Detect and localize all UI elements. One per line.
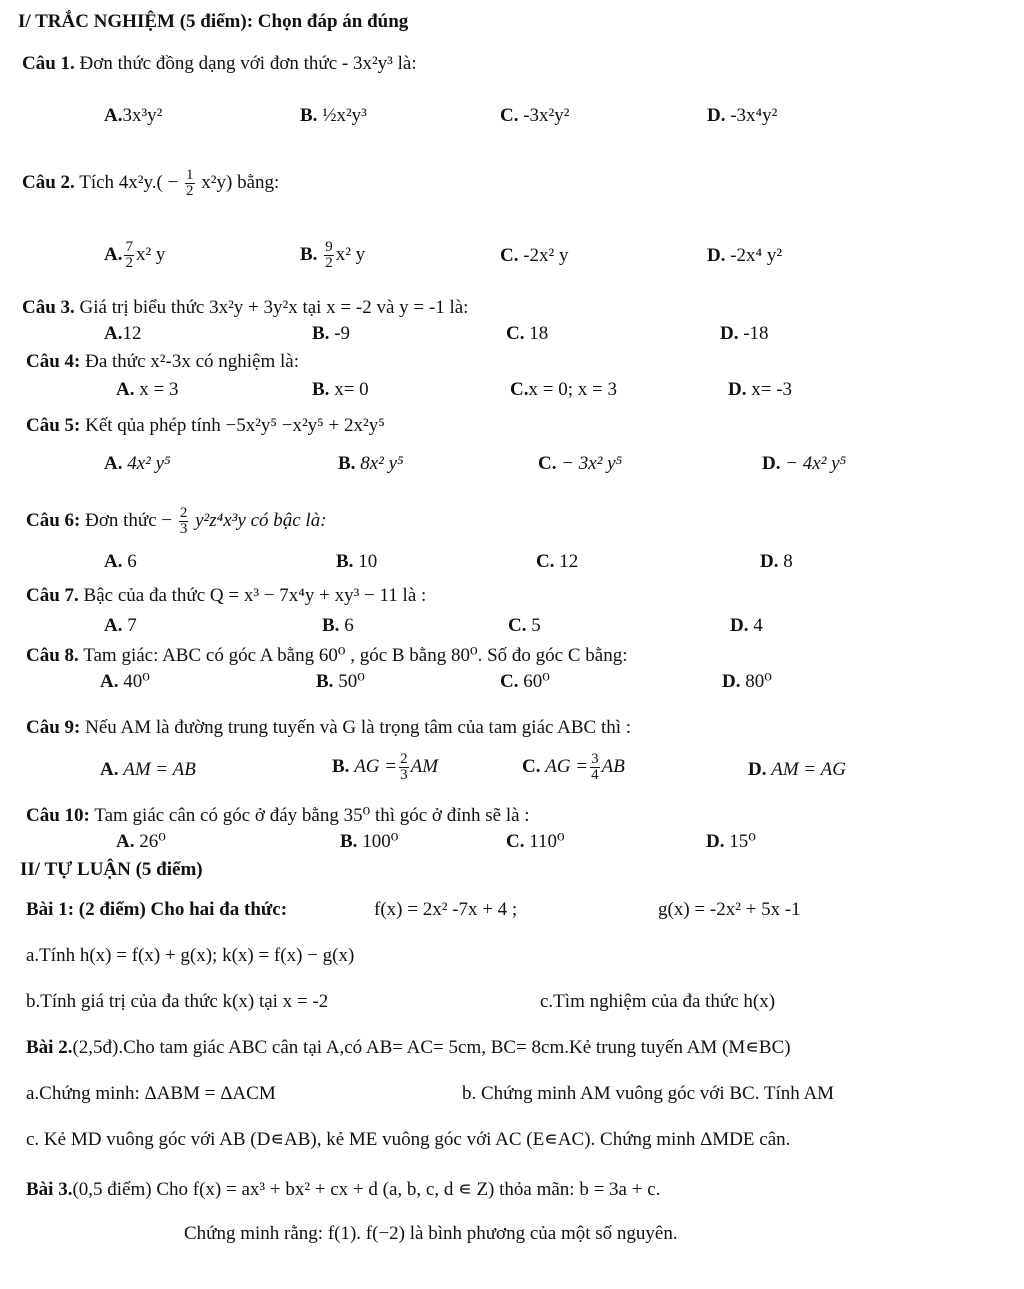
question-text: Tam giác: ABC có góc A bằng 60⁰ , góc B bằng 80⁰. Số đo góc C bằng: xyxy=(83,645,628,666)
q8-option-b[interactable] xyxy=(316,670,365,694)
bai3-line2: Chứng minh rằng: f(1). f(−2) là bình phương của một số nguyên. xyxy=(184,1223,678,1244)
option-text: -2x² y xyxy=(523,245,569,266)
option-text: -3x⁴y² xyxy=(730,105,778,126)
question-label: Câu 5: xyxy=(26,415,81,436)
bai1-b: b.Tính giá trị của đa thức k(x) tại x = -2 xyxy=(26,991,329,1012)
option-text-pre: AG = xyxy=(545,755,589,777)
q9-option-b[interactable] xyxy=(332,752,438,783)
question-2 xyxy=(22,168,279,199)
q2-option-a[interactable] xyxy=(104,240,165,271)
option-text: 80⁰ xyxy=(745,671,772,692)
q1-option-d[interactable] xyxy=(707,104,777,128)
option-text: x= 0 xyxy=(334,379,369,400)
q9-option-a[interactable] xyxy=(100,758,196,782)
option-label: C. xyxy=(538,453,557,474)
fraction: $\frac{2}{3}$ xyxy=(400,751,408,783)
q5-option-b[interactable] xyxy=(338,452,404,476)
q3-option-a[interactable] xyxy=(104,322,141,346)
option-text: 4 xyxy=(753,615,763,636)
option-label: B. xyxy=(300,105,318,126)
option-label: C. xyxy=(500,105,519,126)
option-text: 15⁰ xyxy=(729,831,756,852)
option-text: -2x⁴ y² xyxy=(730,245,783,266)
option-text: AB xyxy=(601,755,625,777)
q7-option-b[interactable] xyxy=(322,614,354,638)
q2-option-b[interactable] xyxy=(300,240,365,271)
q1-option-a[interactable] xyxy=(104,104,162,128)
bai1-heading: Bài 1: (2 điểm) Cho hai đa thức: xyxy=(26,899,288,920)
option-label: B. xyxy=(332,755,350,777)
question-label: Câu 4: xyxy=(26,351,81,372)
question-4 xyxy=(26,350,299,374)
option-text: 60⁰ xyxy=(523,671,550,692)
fraction: $\frac{1}{2}$ xyxy=(186,167,194,199)
q6-option-b[interactable] xyxy=(336,550,377,574)
option-label: D. xyxy=(762,453,781,474)
q3-option-d[interactable] xyxy=(720,322,769,346)
question-7 xyxy=(26,584,426,608)
option-text: AM = AG xyxy=(771,759,846,780)
bai1-a: a.Tính h(x) = f(x) + g(x); k(x) = f(x) − g(x) xyxy=(26,945,355,966)
question-10 xyxy=(26,804,530,828)
option-text: 7 xyxy=(127,615,137,636)
option-label: D. xyxy=(760,551,779,572)
option-text: 4x² y⁵ xyxy=(127,453,171,474)
option-text: -3x²y² xyxy=(523,105,570,126)
option-text: -18 xyxy=(743,323,769,344)
question-text-post: x²y) bằng: xyxy=(201,171,280,193)
option-text: − 3x² y⁵ xyxy=(561,453,623,474)
option-text: 6 xyxy=(127,551,137,572)
option-text: 18 xyxy=(529,323,549,344)
question-text: Giá trị biểu thức 3x²y + 3y²x tại x = -2 và y = -1 là: xyxy=(79,297,469,318)
option-text: − 4x² y⁵ xyxy=(785,453,847,474)
q8-option-c[interactable] xyxy=(500,670,550,694)
question-text: Bậc của đa thức Q = x³ − 7x⁴y + xy³ − 11 là : xyxy=(83,585,427,606)
question-9 xyxy=(26,716,631,740)
option-label: D. xyxy=(722,671,741,692)
option-label: A. xyxy=(104,243,123,265)
question-text-pre: Tích 4x²y.( − xyxy=(79,171,179,193)
q8-option-a[interactable] xyxy=(100,670,150,694)
option-text: 50⁰ xyxy=(338,671,365,692)
option-label: A. xyxy=(100,671,119,692)
bai3-text: (0,5 điểm) Cho f(x) = ax³ + bx² + cx + d (a, b, c, d ∊ Z) thỏa mãn: b = 3a + c. xyxy=(72,1179,661,1200)
q10-option-a[interactable] xyxy=(116,830,166,854)
fraction: $\frac{7}{2}$ xyxy=(125,239,133,271)
option-text: 10 xyxy=(358,551,378,572)
option-label: C. xyxy=(506,323,525,344)
q6-option-a[interactable] xyxy=(104,550,137,574)
question-text: Kết qủa phép tính −5x²y⁵ −x²y⁵ + 2x²y⁵ xyxy=(85,415,385,436)
option-text: 40⁰ xyxy=(123,671,150,692)
q3-option-c[interactable] xyxy=(506,322,548,346)
option-text: 3x³y² xyxy=(122,105,163,126)
option-text: 5 xyxy=(531,615,541,636)
option-label: B. xyxy=(336,551,354,572)
fraction: $\frac{9}{2}$ xyxy=(325,239,333,271)
q2-option-c[interactable] xyxy=(500,244,569,268)
option-label: D. xyxy=(720,323,739,344)
question-label: Câu 6: xyxy=(26,509,81,531)
option-label: A. xyxy=(104,615,123,636)
section1-title: I/ TRẮC NGHIỆM (5 điểm): Chọn đáp án đúng xyxy=(18,11,409,32)
option-label: B. xyxy=(316,671,334,692)
option-label: A. xyxy=(104,551,123,572)
question-text-post: y²z⁴x³y có bậc là: xyxy=(195,509,327,531)
bai2-statement xyxy=(26,1036,791,1060)
question-text: Nếu AM là đường trung tuyến và G là trọng tâm của tam giác ABC thì : xyxy=(85,717,632,738)
question-5 xyxy=(26,414,385,438)
q4-option-d[interactable] xyxy=(728,378,792,402)
option-label: D. xyxy=(707,245,726,266)
q1-option-b[interactable] xyxy=(300,104,367,128)
option-label: C. xyxy=(522,755,541,777)
option-label: B. xyxy=(322,615,340,636)
option-text: ½x²y³ xyxy=(322,105,367,126)
bai3-heading: Bài 3. xyxy=(26,1179,73,1200)
q7-option-c[interactable] xyxy=(508,614,541,638)
option-text: 8x² y⁵ xyxy=(360,453,404,474)
q5-option-a[interactable] xyxy=(104,452,171,476)
option-text: 12 xyxy=(559,551,579,572)
q6-option-c[interactable] xyxy=(536,550,578,574)
option-text: 100⁰ xyxy=(362,831,399,852)
q7-option-a[interactable] xyxy=(104,614,137,638)
q4-option-a[interactable] xyxy=(116,378,178,402)
question-text: Tam giác cân có góc ở đáy bằng 35⁰ thì góc ở đỉnh sẽ là : xyxy=(94,805,530,826)
option-text: 12 xyxy=(122,323,142,344)
q9-option-c[interactable] xyxy=(522,752,625,783)
option-text: x² y xyxy=(135,243,166,265)
option-label: A. xyxy=(100,759,119,780)
bai1-g: g(x) = -2x² + 5x -1 xyxy=(658,899,801,920)
question-label: Câu 10: xyxy=(26,805,90,826)
bai1-c: c.Tìm nghiệm của đa thức h(x) xyxy=(540,991,776,1012)
q8-option-d[interactable] xyxy=(722,670,772,694)
option-label: B. xyxy=(300,243,318,265)
option-label: B. xyxy=(312,379,330,400)
question-8 xyxy=(26,644,627,668)
bai2-a: a.Chứng minh: ΔABM = ΔACM xyxy=(26,1083,276,1104)
option-text: 6 xyxy=(344,615,354,636)
bai2-b: b. Chứng minh AM vuông góc với BC. Tính AM xyxy=(462,1083,835,1104)
question-label: Câu 3. xyxy=(22,297,75,318)
question-text: Đơn thức đồng dạng với đơn thức - 3x²y³ là: xyxy=(79,53,417,74)
option-label: D. xyxy=(730,615,749,636)
q5-option-d[interactable] xyxy=(762,452,846,476)
option-label: C. xyxy=(500,245,519,266)
option-label: A. xyxy=(104,453,123,474)
fraction: $\frac{3}{4}$ xyxy=(591,751,599,783)
q10-option-b[interactable] xyxy=(340,830,398,854)
question-label: Câu 2. xyxy=(22,171,75,193)
question-label: Câu 8. xyxy=(26,645,79,666)
option-label: A. xyxy=(104,323,123,344)
option-label: C. xyxy=(508,615,527,636)
option-label: A. xyxy=(116,379,135,400)
option-label: A. xyxy=(116,831,135,852)
option-label: C. xyxy=(506,831,525,852)
question-text-pre: Đơn thức − xyxy=(85,509,173,531)
option-label: D. xyxy=(707,105,726,126)
bai2-heading: Bài 2. xyxy=(26,1037,73,1058)
option-text: 110⁰ xyxy=(529,831,565,852)
q6-option-d[interactable] xyxy=(760,550,793,574)
option-label: D. xyxy=(748,759,767,780)
option-label: C. xyxy=(500,671,519,692)
question-label: Câu 7. xyxy=(26,585,79,606)
option-label: B. xyxy=(340,831,358,852)
q10-option-d[interactable] xyxy=(706,830,756,854)
option-text-pre: AG = xyxy=(354,755,398,777)
option-label: B. xyxy=(338,453,356,474)
q7-option-d[interactable] xyxy=(730,614,763,638)
option-text: AM = AB xyxy=(123,759,196,780)
option-label: D. xyxy=(728,379,747,400)
option-text: 26⁰ xyxy=(139,831,166,852)
bai1-f: f(x) = 2x² -7x + 4 ; xyxy=(374,899,518,920)
section2-title: II/ TỰ LUẬN (5 điểm) xyxy=(20,859,203,880)
question-label: Câu 1. xyxy=(22,53,75,74)
q4-option-c[interactable] xyxy=(510,378,617,402)
q5-option-c[interactable] xyxy=(538,452,622,476)
q10-option-c[interactable] xyxy=(506,830,565,854)
question-3 xyxy=(22,296,468,320)
option-label: C. xyxy=(536,551,555,572)
q3-option-b[interactable] xyxy=(312,322,350,346)
option-text: x = 3 xyxy=(139,379,179,400)
option-text: x = 0; x = 3 xyxy=(528,379,617,400)
option-text: -9 xyxy=(334,323,351,344)
q4-option-b[interactable] xyxy=(312,378,369,402)
q2-option-d[interactable] xyxy=(707,244,782,268)
option-label: C. xyxy=(510,379,529,400)
fraction: $\frac{2}{3}$ xyxy=(179,505,188,537)
option-text: x² y xyxy=(335,243,366,265)
bai3-statement xyxy=(26,1178,660,1202)
q1-option-c[interactable] xyxy=(500,104,569,128)
question-6 xyxy=(26,506,327,537)
option-label: B. xyxy=(312,323,330,344)
bai2-text: (2,5đ).Cho tam giác ABC cân tại A,có AB= AC= 5cm, BC= 8cm.Kẻ trung tuyến AM (M∊BC) xyxy=(72,1037,791,1058)
question-1 xyxy=(22,52,417,76)
option-text: AM xyxy=(410,755,439,777)
option-text: x= -3 xyxy=(751,379,793,400)
option-text: 8 xyxy=(783,551,793,572)
option-label: A. xyxy=(104,105,123,126)
q9-option-d[interactable] xyxy=(748,758,846,782)
question-text: Đa thức x²-3x có nghiệm là: xyxy=(85,351,299,372)
question-label: Câu 9: xyxy=(26,717,81,738)
option-label: D. xyxy=(706,831,725,852)
bai2-c: c. Kẻ MD vuông góc với AB (D∊AB), kẻ ME vuông góc với AC (E∊AC). Chứng minh ΔMDE cân. xyxy=(26,1129,791,1150)
